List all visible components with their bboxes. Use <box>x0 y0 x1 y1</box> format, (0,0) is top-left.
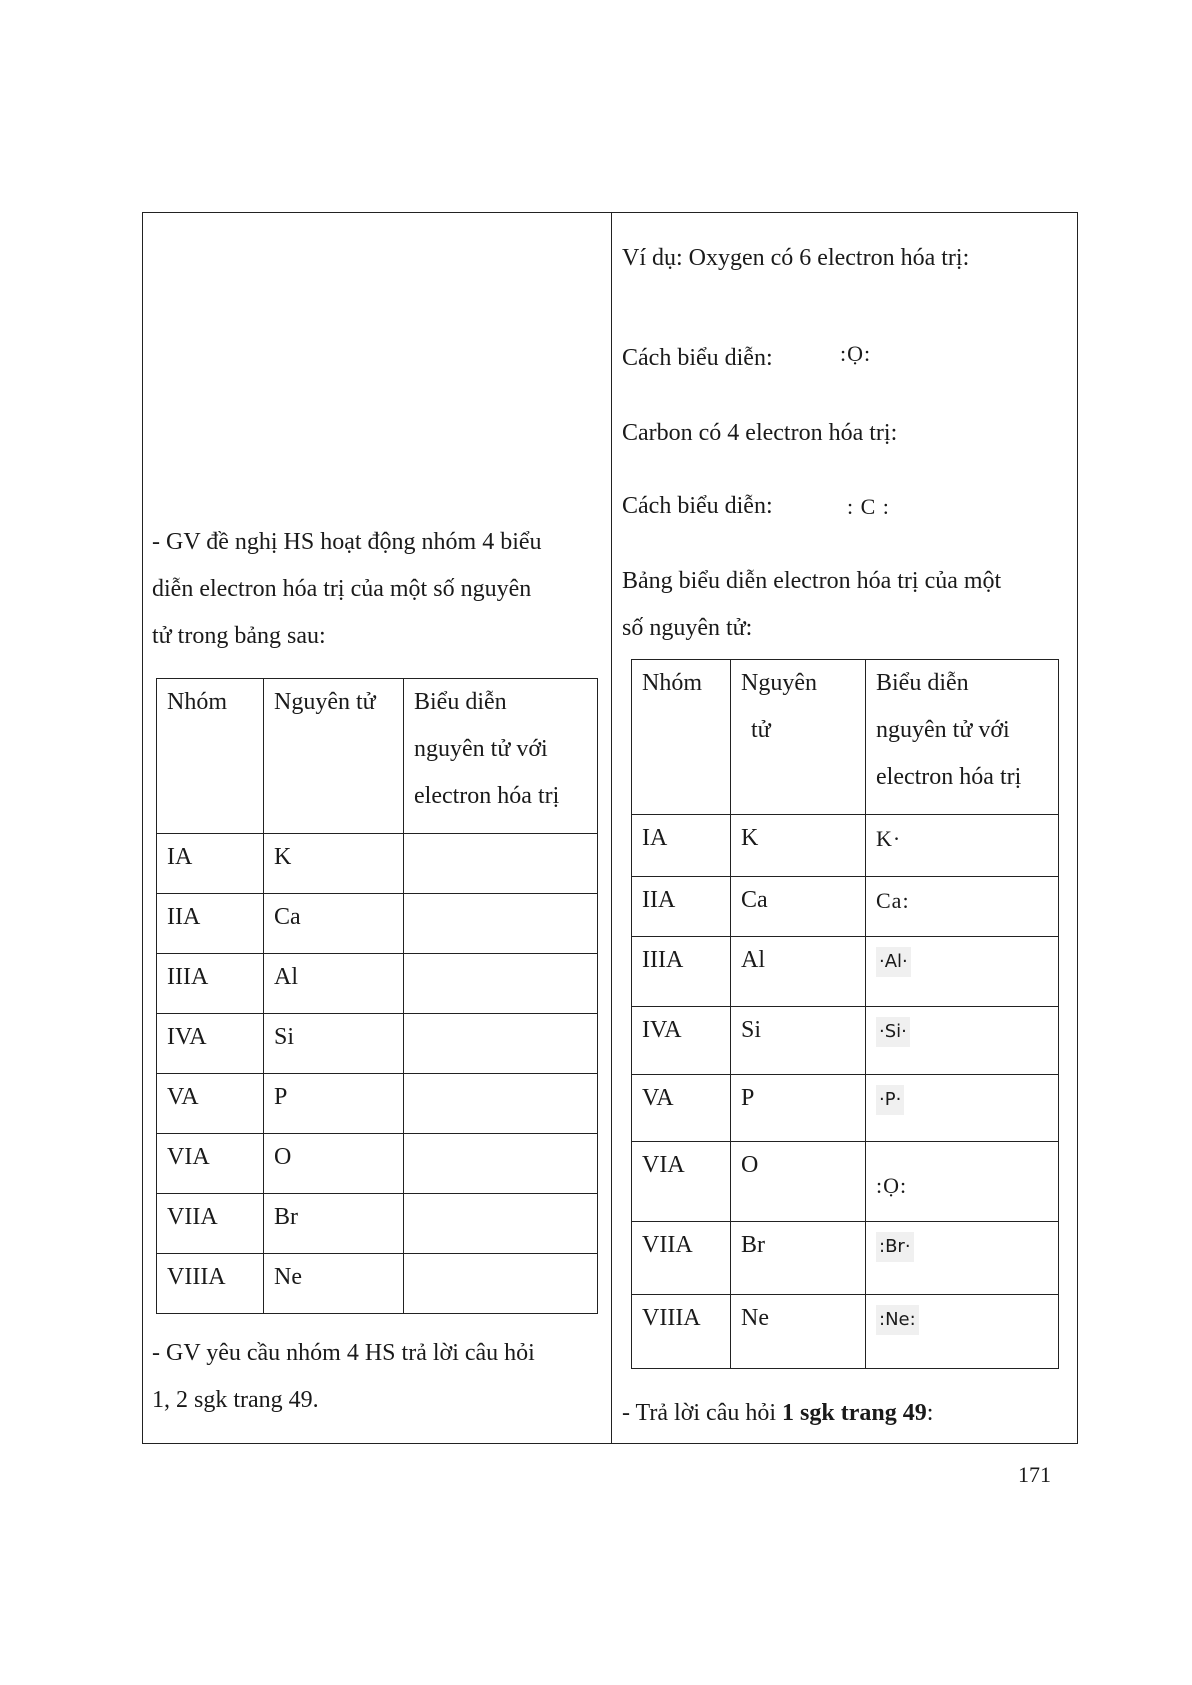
atom-cell: P <box>731 1075 866 1142</box>
lewis-cell <box>866 1075 1059 1142</box>
group-cell: IIIA <box>157 954 264 1014</box>
answer-cell <box>404 1074 598 1134</box>
atom-cell: Ca <box>264 894 404 954</box>
atom-cell: Al <box>264 954 404 1014</box>
left-intro-line-2: diễn electron hóa trị của một số nguyên <box>152 576 532 602</box>
atom-cell: O <box>264 1134 404 1194</box>
group-cell: IIA <box>632 877 731 937</box>
right-repr-label-2: Cách biểu diễn: <box>622 493 773 519</box>
group-cell: VIA <box>632 1142 731 1222</box>
lewis-cell <box>866 1295 1059 1369</box>
lewis-cell <box>866 1222 1059 1295</box>
lewis-symbol: K· <box>876 826 902 851</box>
answer-prefix: - Trả lời câu hỏi <box>622 1400 783 1426</box>
answer-bold-ref: 1 sgk trang 49 <box>782 1400 927 1426</box>
group-cell: IVA <box>632 1007 731 1075</box>
left-outro-line-1: - GV yêu cầu nhóm 4 HS trả lời câu hỏi <box>152 1340 535 1366</box>
answer-cell <box>404 894 598 954</box>
oxygen-lewis-symbol: :Ọ: <box>840 341 872 366</box>
lewis-cell <box>866 815 1059 877</box>
left-intro-line-3: tử trong bảng sau: <box>152 623 326 649</box>
atom-cell: Al <box>731 937 866 1007</box>
answer-suffix: : <box>926 1400 934 1426</box>
answer-cell <box>404 1194 598 1254</box>
right-carbon-line: Carbon có 4 electron hóa trị: <box>622 420 898 446</box>
table-row <box>157 894 598 954</box>
table-row <box>632 1222 1059 1295</box>
atom-cell: Ne <box>731 1295 866 1369</box>
lewis-cell <box>866 877 1059 937</box>
answer-cell <box>404 1254 598 1314</box>
right-answer-line <box>622 1390 933 1437</box>
header-line: Biểu diễn <box>414 689 507 715</box>
carbon-lewis-symbol: : C : <box>847 494 890 519</box>
table-row <box>632 937 1059 1007</box>
table-row <box>632 1295 1059 1369</box>
header-line: electron hóa trị <box>414 783 560 809</box>
table-row <box>632 1075 1059 1142</box>
atom-cell: P <box>264 1074 404 1134</box>
group-cell: IVA <box>157 1014 264 1074</box>
atom-cell: Br <box>264 1194 404 1254</box>
lewis-symbol: ·Si· <box>876 1017 910 1047</box>
header-line: Biểu diễn <box>876 670 969 696</box>
left-valence-table <box>156 678 598 1314</box>
group-cell: VIIIA <box>632 1295 731 1369</box>
atom-cell: K <box>731 815 866 877</box>
lewis-symbol: :Br· <box>876 1232 914 1262</box>
header-representation <box>866 660 1059 815</box>
group-cell: IA <box>157 834 264 894</box>
group-cell: IIA <box>157 894 264 954</box>
group-cell: VA <box>632 1075 731 1142</box>
table-row <box>157 1014 598 1074</box>
lewis-symbol: :Ọ: <box>876 1173 908 1198</box>
lewis-symbol: ·P· <box>876 1085 904 1115</box>
right-example-line: Ví dụ: Oxygen có 6 electron hóa trị: <box>622 245 970 271</box>
group-cell: VIIA <box>157 1194 264 1254</box>
table-header-row <box>157 679 598 834</box>
table-row <box>157 954 598 1014</box>
right-repr-label-1: Cách biểu diễn: <box>622 345 773 371</box>
lewis-symbol: Ca: <box>876 888 910 913</box>
table-row <box>157 1194 598 1254</box>
answer-cell <box>404 1014 598 1074</box>
table-row <box>632 1007 1059 1075</box>
atom-cell: Si <box>731 1007 866 1075</box>
group-cell: IA <box>632 815 731 877</box>
header-line: nguyên tử với <box>876 717 1010 743</box>
lewis-symbol: ·Al· <box>876 947 911 977</box>
group-cell: VIIA <box>632 1222 731 1295</box>
header-group: Nhóm <box>632 660 731 815</box>
table-row <box>157 1134 598 1194</box>
header-group: Nhóm <box>157 679 264 834</box>
table-row <box>157 1254 598 1314</box>
atom-cell: Ca <box>731 877 866 937</box>
group-cell: VA <box>157 1074 264 1134</box>
lewis-cell <box>866 1007 1059 1075</box>
left-intro-line-1: - GV đề nghị HS hoạt động nhóm 4 biểu <box>152 529 542 555</box>
answer-cell <box>404 1134 598 1194</box>
header-representation <box>404 679 598 834</box>
right-valence-table <box>631 659 1059 1369</box>
atom-cell: O <box>731 1142 866 1222</box>
page-number: 171 <box>1018 1462 1051 1487</box>
answer-cell <box>404 834 598 894</box>
header-line: nguyên tử với <box>414 736 548 762</box>
group-cell: VIA <box>157 1134 264 1194</box>
lewis-cell <box>866 1142 1059 1222</box>
atom-cell: Si <box>264 1014 404 1074</box>
atom-cell: Br <box>731 1222 866 1295</box>
lewis-symbol: :Ne: <box>876 1305 919 1335</box>
table-row <box>632 815 1059 877</box>
table-row <box>632 877 1059 937</box>
atom-cell: Ne <box>264 1254 404 1314</box>
left-outro-line-2: 1, 2 sgk trang 49. <box>152 1387 319 1413</box>
group-cell: IIIA <box>632 937 731 1007</box>
column-divider <box>611 212 612 1444</box>
atom-cell: K <box>264 834 404 894</box>
table-row <box>157 834 598 894</box>
header-line: tử <box>751 717 771 743</box>
right-table-intro-1: Bảng biểu diễn electron hóa trị của một <box>622 568 1002 594</box>
table-row <box>157 1074 598 1134</box>
header-atom <box>731 660 866 815</box>
header-atom: Nguyên tử <box>264 679 404 834</box>
table-row <box>632 1142 1059 1222</box>
group-cell: VIIIA <box>157 1254 264 1314</box>
table-header-row <box>632 660 1059 815</box>
answer-cell <box>404 954 598 1014</box>
lewis-cell <box>866 937 1059 1007</box>
header-line: electron hóa trị <box>876 764 1022 790</box>
right-table-intro-2: số nguyên tử: <box>622 615 753 641</box>
header-line: Nguyên <box>741 670 817 696</box>
